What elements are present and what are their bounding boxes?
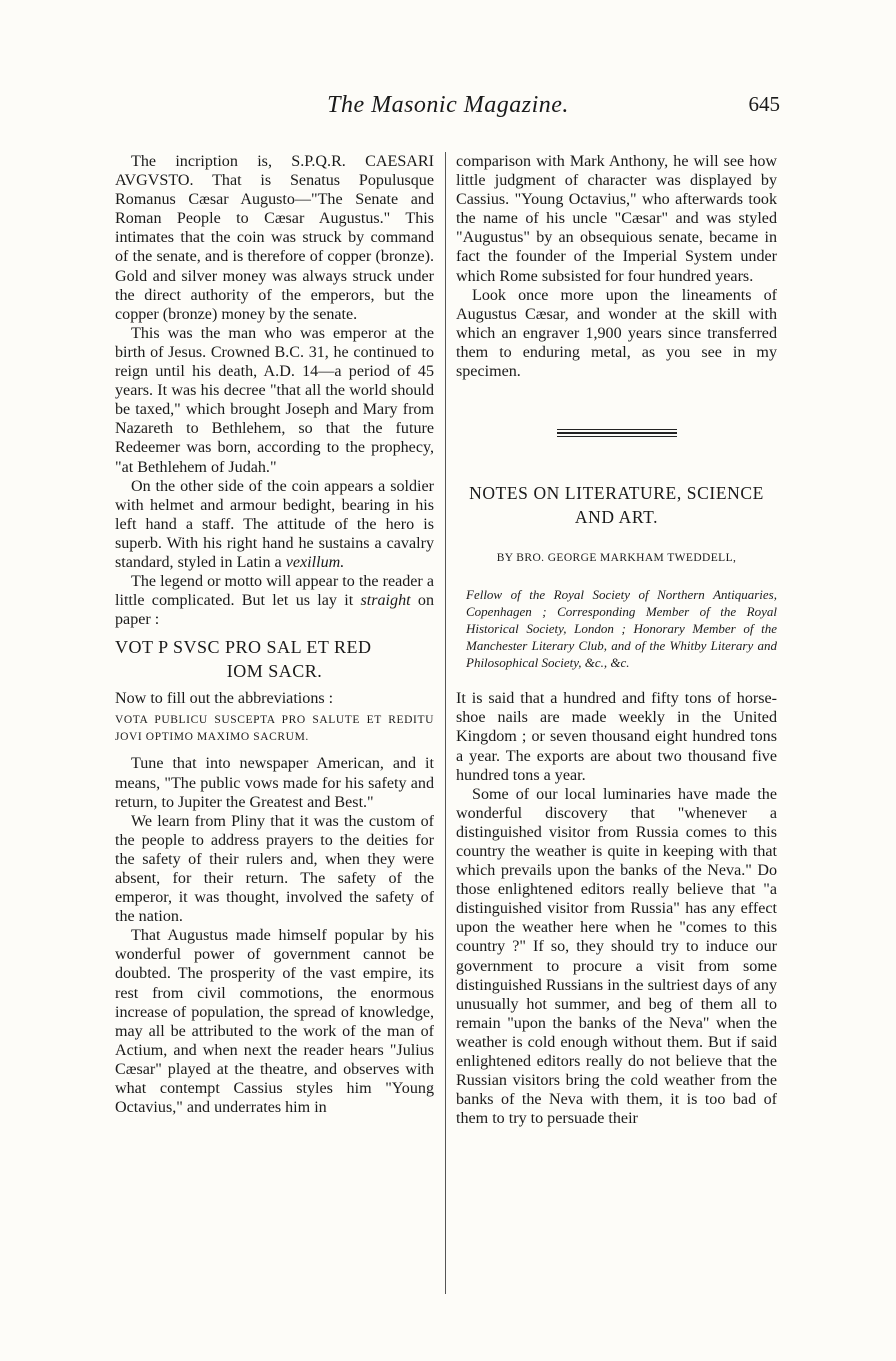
paragraph: This was the man who was emperor at the birth of Jesus. Crowned B.C. 31, he continued to reign until his death, A.D. 14—a period of 45 years. It was his decree "that all the world should be taxed," which brought Joseph and Mary from Nazareth to Bethlehem, so that the future Redeemer was born, according to the prophecy, "at Bethlehem of Judah." [115, 324, 434, 476]
paragraph [115, 572, 434, 629]
paragraph [115, 477, 434, 572]
section-divider [557, 429, 677, 437]
paragraph-text: on paper : [115, 592, 434, 629]
paragraph: Look once more upon the lineaments of Augustus Cæsar, and wonder at the skill with which an engraver 1,900 years since transferred them to enduring metal, as you see in my specimen. [456, 286, 777, 381]
paragraph: Tune that into newspaper American, and it means, "The public vows made for his safety and return, to Jupiter the Greatest and Best." [115, 755, 434, 811]
paragraph-text: On the other side of the coin appears a soldier with helmet and armour bedight, bearing in his left hand a staff. The attitude of the hero is superb. With his right hand he sustains a cavalry standard, styled in Latin a [115, 477, 434, 571]
latin-term: vexillum. [285, 553, 345, 571]
paragraph: Some of our local luminaries have made the wonderful discovery that "whenever a distinguished visitor from Russia comes to this country the weather is quite in keeping with that which prevails upon the banks of the Neva." Do those enlightened editors really believe that "a distinguished visitor from Russia" has any effect upon the weather here when he "comes to this country ?" If so, they should try to induce our government to procure a visit from some distinguished Russians in the sultriest days of any unusually hot summer, and beg of them all to remain "upon the banks of the Neva" when the weather is cold enough without them. But if said enlightened editors really do not believe that the Russian visitors bring the cold weather from the banks of the Neva with them, it is too bad of them to try to persuade their [456, 785, 777, 1128]
paragraph: The incription is, S.P.Q.R. CAESARI AVGVSTO. That is Senatus Populusque Romanus Cæsar Augusto—"The Senate and Roman People to Cæsar Augustus." This intimates that the coin was struck by command of the senate, and is therefore of copper (bronze). Gold and silver money was always struck under the direct authority of the emperors, but the copper (bronze) money by the senate. [115, 153, 434, 323]
divider-rule [557, 429, 677, 430]
running-header [0, 90, 896, 130]
emphasis: straight [360, 592, 411, 610]
legend-expansion: VOTA PUBLICU SUSCEPTA PRO SALUTE ET REDITU JOVI OPTIMO MAXIMO SACRUM. [115, 714, 434, 744]
divider-rule [557, 436, 677, 437]
page-number: 645 [748, 92, 780, 116]
author-affiliation: Fellow of the Royal Society of Northern Antiquaries, Copenhagen ; Corresponding Member of the Royal Historical Society, London ; Honorary Member of the Manchester Literary Club, and of the Whitby Literary and Philosophical Society, &c., &c. [466, 587, 777, 671]
magazine-title: The Masonic Magazine. [327, 92, 569, 118]
paragraph: We learn from Pliny that it was the custom of the people to address prayers to the deities for the safety of their rulers and, when they were absent, for their return. The safety of the emperor, it was thought, involved the safety of the nation. [115, 812, 434, 926]
paragraph-text: The legend or motto will appear to the reader a little complicated. But let us lay it [115, 573, 434, 610]
paragraph: comparison with Mark Anthony, he will see how little judgment of character was displayed by Cassius. "Young Octavius," who afterwards took the name of his uncle "Cæsar" and was styled "Augustus" by an obsequious senate, became in fact the founder of the Imperial System under which Rome subsisted for four hundred years. [456, 153, 777, 285]
coin-legend-line-2: IOM SACR. [226, 661, 323, 682]
coin-legend [115, 635, 434, 683]
author-byline: BY BRO. GEORGE MARKHAM TWEDDELL, [496, 552, 737, 565]
section-title: NOTES ON LITERATURE, SCIENCE AND ART. [469, 483, 764, 528]
coin-legend-line-1: VOT P SVSC PRO SAL ET RED [115, 637, 372, 658]
left-column [115, 152, 434, 1117]
paragraph: That Augustus made himself popular by his wonderful power of government cannot be doubted. The prosperity of the vast empire, its rest from civil commotions, the enormous increase of population, the spread of knowledge, may all be attributed to the work of the man of Actium, and when next the reader hears "Julius Cæsar" played at the theatre, and observes with what contempt Cassius styles him "Young Octavius," and underrates him in [115, 927, 434, 1117]
paragraph: It is said that a hundred and fifty tons of horse-shoe nails are made weekly in the United Kingdom ; or seven thousand eight hundred tons a year. The exports are about two thousand five hundred tons a year. [456, 690, 777, 784]
right-column [456, 152, 777, 1128]
column-divider [445, 152, 446, 1294]
abbreviation-intro: Now to fill out the abbreviations : [115, 690, 334, 708]
divider-rule [557, 432, 677, 434]
